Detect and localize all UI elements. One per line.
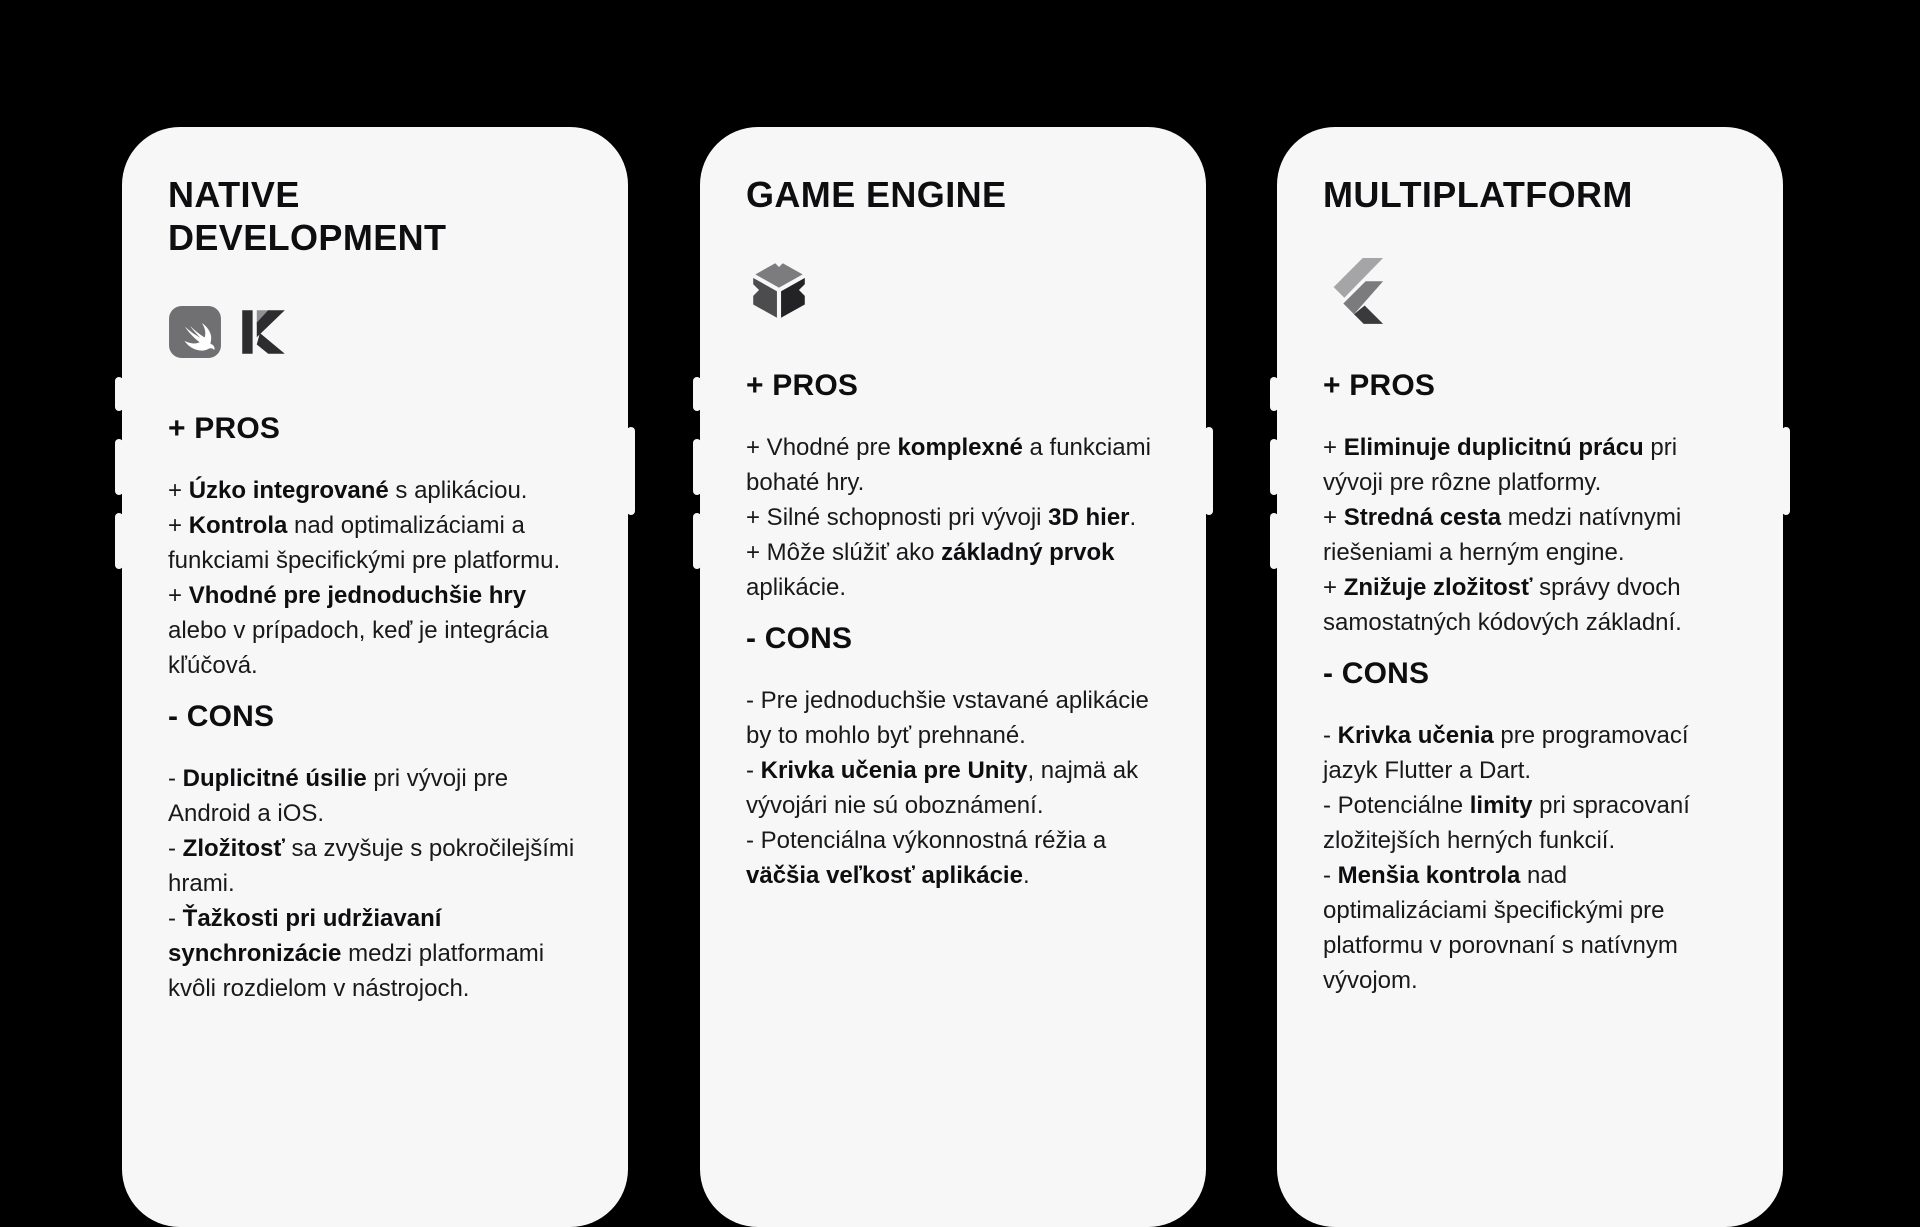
platform-card-native-development (122, 127, 628, 1227)
tech-icons-row (1323, 256, 1735, 322)
phone-volume-up-button (1270, 439, 1278, 495)
flutter-icon (1323, 252, 1385, 326)
cons-item: - Zložitosť sa zvyšuje s pokročilejšími hrami. (168, 835, 575, 897)
pros-header: + PROS (746, 369, 859, 402)
phone-volume-up-button (115, 439, 123, 495)
cons-item: - Potenciálna výkonnostná réžia a väčšia veľkosť aplikácie. (746, 827, 1107, 889)
cons-item: - Potenciálne limity pri spracovaní zložitejších herných funkcií. (1323, 792, 1690, 854)
phone-volume-down-button (115, 513, 123, 569)
phone-mute-button (693, 377, 701, 411)
pros-header: + PROS (1323, 369, 1436, 402)
cons-item: - Pre jednoduchšie vstavané aplikácie by to mohlo byť prehnané. (746, 687, 1149, 749)
kotlin-icon (236, 305, 290, 359)
phone-mute-button (1270, 377, 1278, 411)
phone-volume-up-button (693, 439, 701, 495)
pros-item: + Úzko integrované s aplikáciou. (168, 477, 528, 504)
pros-item: + Vhodné pre jednoduchšie hry alebo v prípadoch, keď je integrácia kľúčová. (168, 582, 549, 679)
cons-list (1323, 718, 1735, 998)
pros-item: + Môže slúžiť ako základný prvok aplikácie. (746, 539, 1115, 601)
pros-item: + Eliminuje duplicitnú prácu pri vývoji pre rôzne platformy. (1323, 434, 1678, 496)
cons-item: - Duplicitné úsilie pri vývoji pre Android a iOS. (168, 765, 509, 827)
tech-icons-row (746, 256, 1158, 322)
pros-list (1323, 430, 1735, 640)
cons-item: - Krivka učenia pre programovací jazyk Flutter a Dart. (1323, 722, 1689, 784)
pros-item: + Znižuje zložitosť správy dvoch samostatných kódových základní. (1323, 574, 1682, 636)
phone-power-button (627, 427, 635, 515)
pros-header: + PROS (168, 412, 281, 445)
pros-item: + Vhodné pre komplexné a funkciami bohaté hry. (746, 434, 1151, 496)
card-content (122, 127, 628, 1006)
cons-header: - CONS (168, 700, 275, 733)
phone-volume-down-button (1270, 513, 1278, 569)
pros-list (746, 430, 1158, 605)
pros-item: + Stredná cesta medzi natívnymi riešeniami a herným engine. (1323, 504, 1682, 566)
platform-card-game-engine (700, 127, 1206, 1227)
cons-list (746, 683, 1158, 893)
unity-icon (746, 256, 812, 322)
cons-list (168, 761, 580, 1006)
card-title: GAME ENGINE (746, 174, 1007, 215)
cons-header: - CONS (746, 622, 853, 655)
cons-item: - Krivka učenia pre Unity, najmä ak vývojári nie sú oboznámení. (746, 757, 1139, 819)
phone-mute-button (115, 377, 123, 411)
card-content (1277, 127, 1783, 998)
pros-list (168, 473, 580, 683)
cons-item: - Ťažkosti pri udržiavaní synchronizácie medzi platformami kvôli rozdielom v nástrojoch. (168, 905, 545, 1002)
phone-volume-down-button (693, 513, 701, 569)
phone-power-button (1782, 427, 1790, 515)
tech-icons-row (168, 299, 580, 365)
card-title: NATIVE DEVELOPMENT (168, 174, 447, 258)
cons-item: - Menšia kontrola nad optimalizáciami špecifickými pre platformu v porovnaní s natívnym vývojom. (1323, 862, 1678, 994)
pros-item: + Silné schopnosti pri vývoji 3D hier. (746, 504, 1137, 531)
platform-card-multiplatform (1277, 127, 1783, 1227)
card-title: MULTIPLATFORM (1323, 174, 1633, 215)
cons-header: - CONS (1323, 657, 1430, 690)
swift-icon (168, 305, 222, 359)
phone-power-button (1205, 427, 1213, 515)
pros-item: + Kontrola nad optimalizáciami a funkciami špecifickými pre platformu. (168, 512, 561, 574)
card-content (700, 127, 1206, 893)
